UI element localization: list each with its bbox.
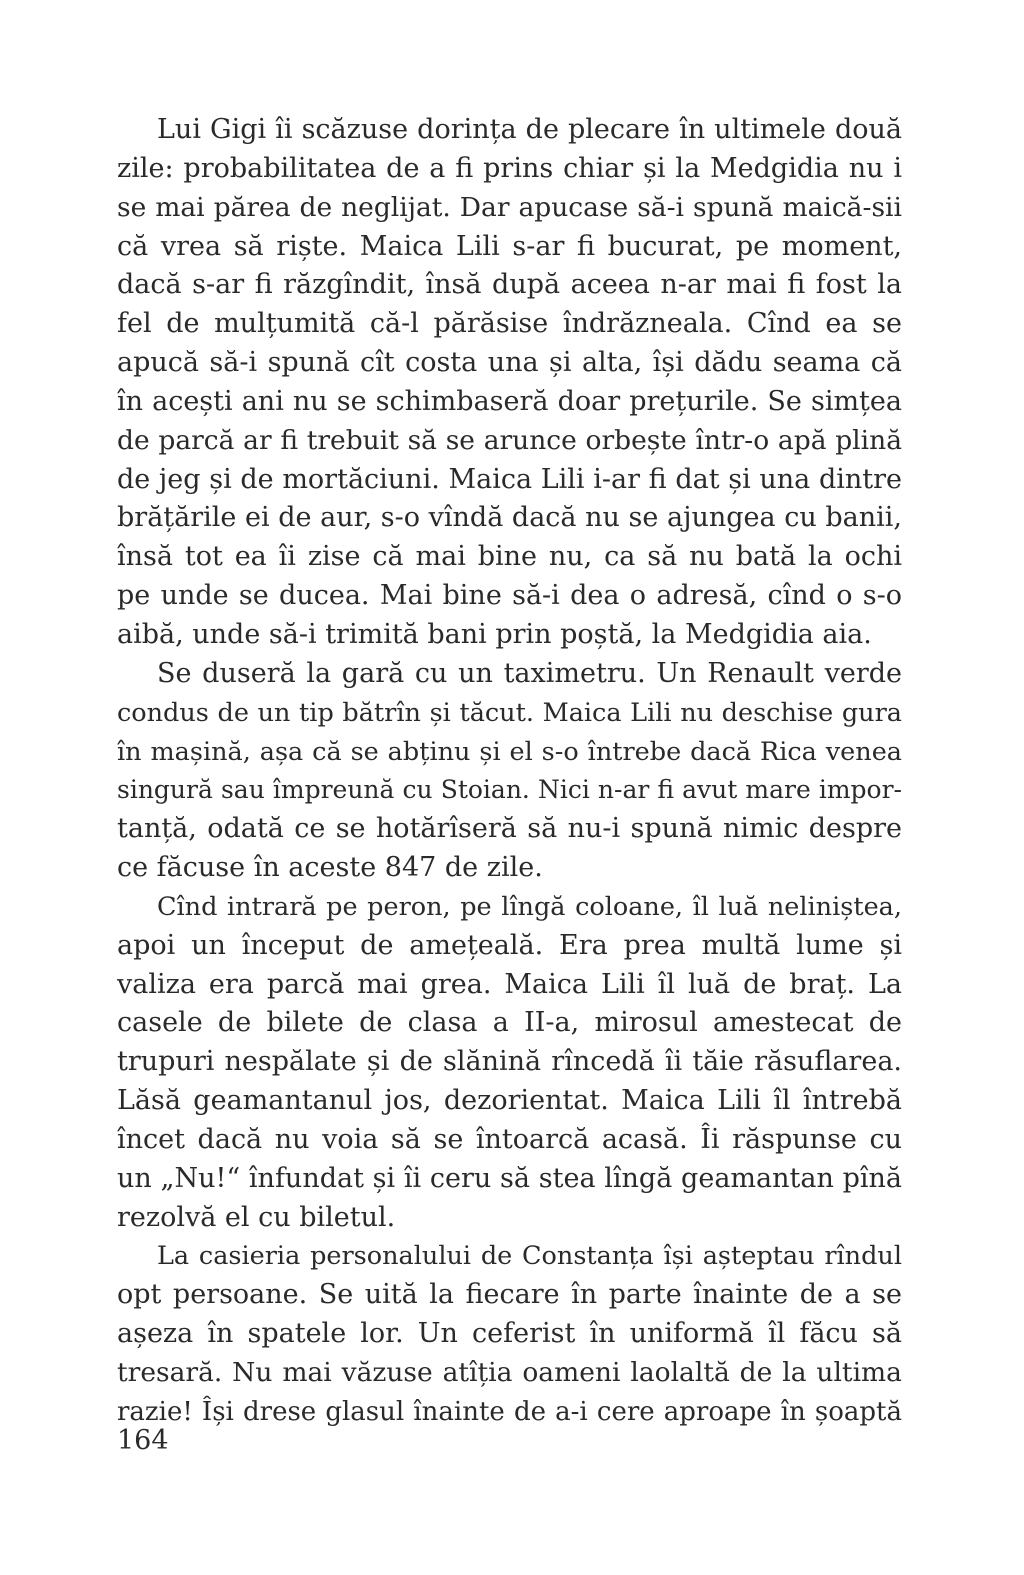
text-line: pe unde se ducea. Mai bine să-i dea o adresă, cînd o s-o [117,580,902,612]
text-line: condus de un tip bătrîn și tăcut. Maica Lili nu deschise gura [117,697,902,728]
text-line: opt persoane. Se uită la fiecare în parte înainte de a se [117,1279,902,1311]
text-line: singură sau împreună cu Stoian. Nici n-ar fi avut mare impor- [117,775,902,805]
text-line: un „Nu!“ înfundat și îi ceru să stea lîngă geamantan pînă [117,1162,902,1194]
text-line: în acești ani nu se schimbaseră doar prețurile. Se simțea [117,385,902,417]
text-line: La casieria personalului de Constanța își așteptau rîndul [157,1241,902,1272]
text-line: că vrea să riște. Maica Lili s-ar fi bucurat, pe moment, [117,230,902,262]
text-line: apucă să-i spună cît costa una și alta, își dădu seama că [117,347,902,379]
text-line: valiza era parcă mai grea. Maica Lili îl luă de braț. La [117,968,902,1000]
text-line: Se duseră la gară cu un taximetru. Un Renault verde [157,657,902,689]
text-line: se mai părea de neglijat. Dar apucase să-i spună maică-sii [117,191,902,223]
text-line: de parcă ar fi trebuit să se arunce orbește într-o apă plină [117,424,902,456]
text-line: zile: probabilitatea de a fi prins chiar și la Medgidia nu i [117,152,902,184]
text-line: tresară. Nu mai văzuse atîția oameni laolaltă de la ultima [117,1357,902,1388]
body-text [117,111,902,1432]
text-line: razie! Își drese glasul înainte de a-i cere aproape în șoaptă [117,1396,902,1427]
text-line: dacă s-ar fi răzgîndit, însă după aceea n-ar mai fi fost la [117,269,902,301]
text-line: așeza în spatele lor. Un ceferist în uniformă îl făcu să [117,1318,902,1350]
text-line: rezolvă el cu biletul. [117,1201,396,1233]
text-line: încet dacă nu voia să se întoarcă acasă. Îi răspunse cu [117,1123,902,1155]
text-line: brățările ei de aur, s-o vîndă dacă nu se ajungea cu banii, [117,502,902,534]
text-line: aibă, unde să-i trimită bani prin poștă, la Medgidia aia. [117,618,872,650]
text-line: însă tot ea îi zise că mai bine nu, ca să nu bată la ochi [117,541,902,573]
text-line: trupuri nespălate și de slănină rîncedă îi tăie răsuflarea. [117,1046,902,1078]
text-line: ce făcuse în aceste 847 de zile. [117,852,543,884]
text-line: Cînd intrară pe peron, pe lîngă coloane, îl luă neliniștea, [157,891,902,922]
text-line: Lăsă geamantanul jos, dezorientat. Maica Lili îl întrebă [117,1085,902,1117]
text-line: în mașină, așa că se abținu și el s-o întrebe dacă Rica venea [117,736,902,767]
page-number: 164 [117,1425,169,1456]
text-line: fel de mulțumită că-l părăsise îndrăzneala. Cînd ea se [117,308,902,340]
text-line: Lui Gigi îi scăzuse dorința de plecare în ultimele două [157,114,902,145]
text-line: tanță, odată ce se hotărîseră să nu-i spună nimic despre [117,813,902,845]
text-line: apoi un început de amețeală. Era prea multă lume și [117,929,902,961]
text-line: de jeg și de mortăciuni. Maica Lili i-ar fi dat și una dintre [117,463,902,495]
text-line: casele de bilete de clasa a II-a, mirosul amestecat de [117,1007,902,1039]
